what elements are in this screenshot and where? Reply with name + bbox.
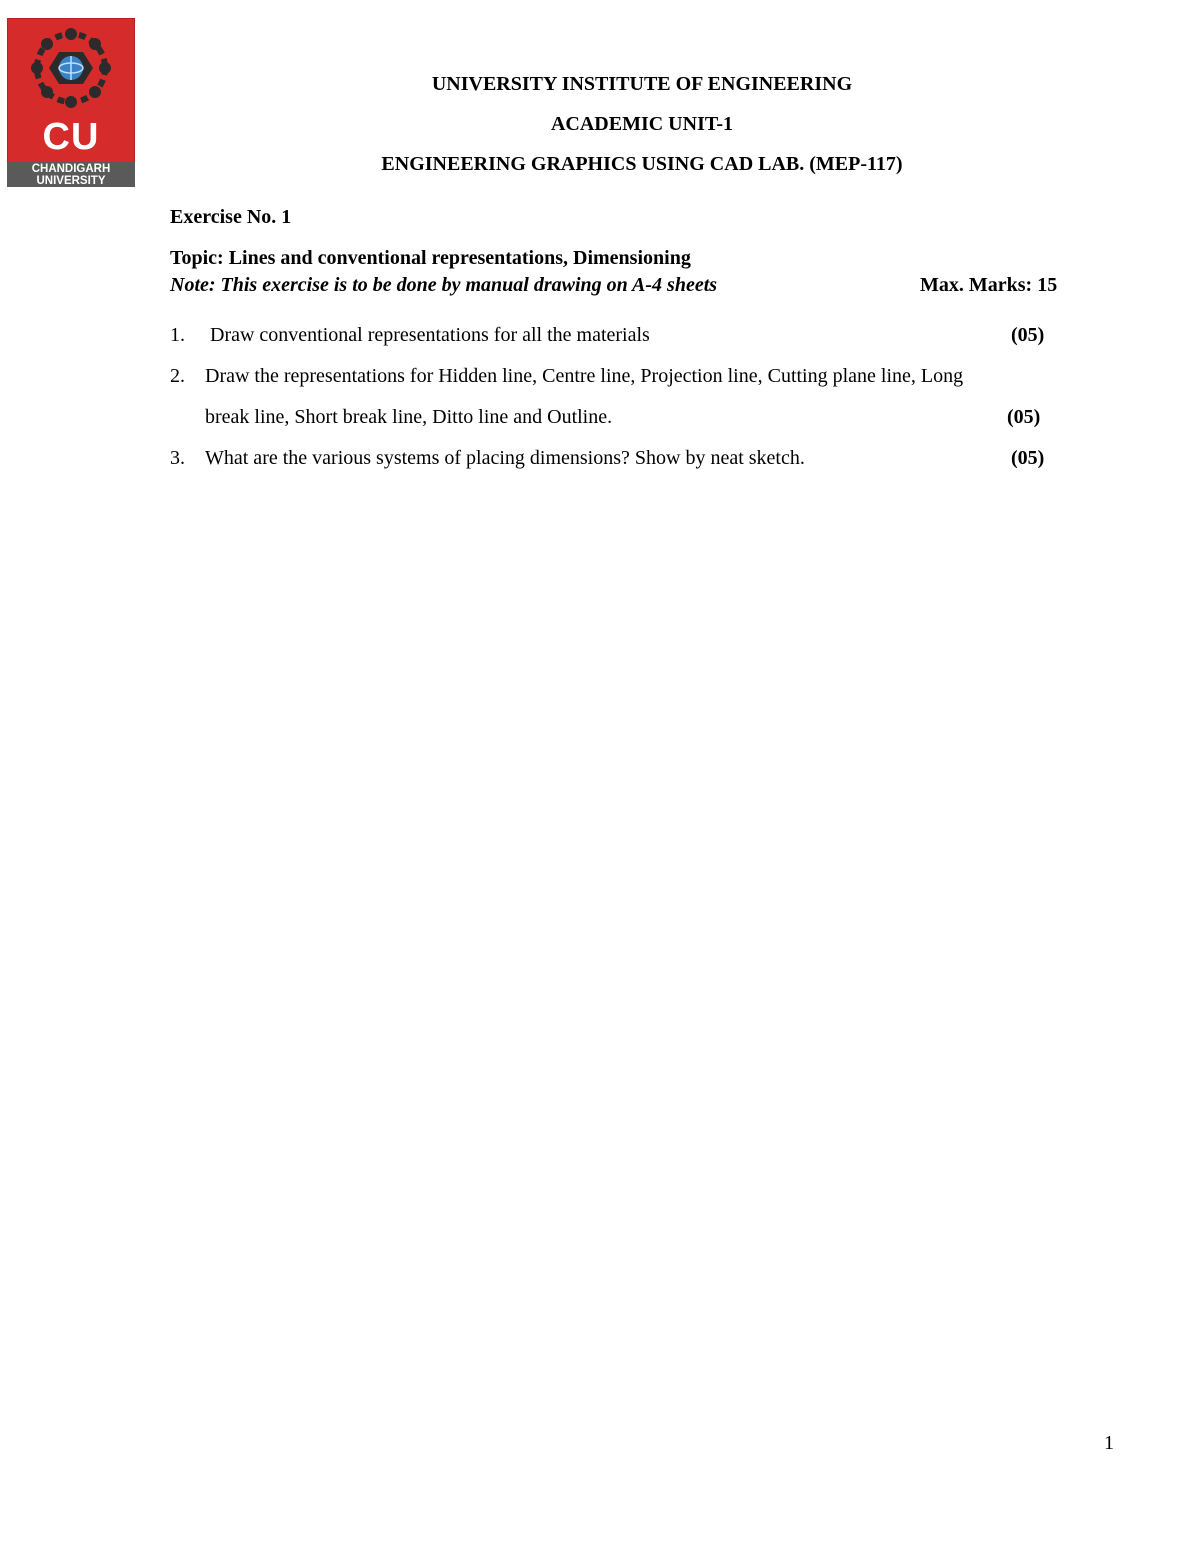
question-marks: (05) [1011,324,1045,346]
question-number: 1. [170,324,185,346]
question-text: Draw conventional representations for all the materials [210,324,650,346]
course-heading: ENGINEERING GRAPHICS USING CAD LAB. (MEP-117) [381,153,903,175]
question-number: 3. [170,447,185,469]
question-text: Draw the representations for Hidden line, Centre line, Projection line, Cutting plane line, Long [205,365,964,387]
logo-abbreviation: CU [42,116,100,158]
question-marks: (05) [1007,406,1041,428]
unit-heading: ACADEMIC UNIT-1 [550,113,734,135]
exercise-note: Note: This exercise is to be done by manual drawing on A-4 sheets [170,274,718,296]
logo-name-line-1: CHANDIGARH [31,163,111,175]
max-marks: Max. Marks: 15 [920,274,1058,296]
question-text: What are the various systems of placing dimensions? Show by neat sketch. [205,447,805,469]
question-marks: (05) [1011,447,1045,469]
question-text-continued: break line, Short break line, Ditto line and Outline. [205,406,613,428]
question-number: 2. [170,365,185,387]
institute-heading: UNIVERSITY INSTITUTE OF ENGINEERING [431,73,853,95]
exercise-number: Exercise No. 1 [170,206,292,228]
logo-name-line-2: UNIVERSITY [36,175,106,187]
emblem-icon [7,18,135,118]
page-number: 1 [1104,1432,1114,1454]
exercise-topic: Topic: Lines and conventional representations, Dimensioning [170,247,691,269]
